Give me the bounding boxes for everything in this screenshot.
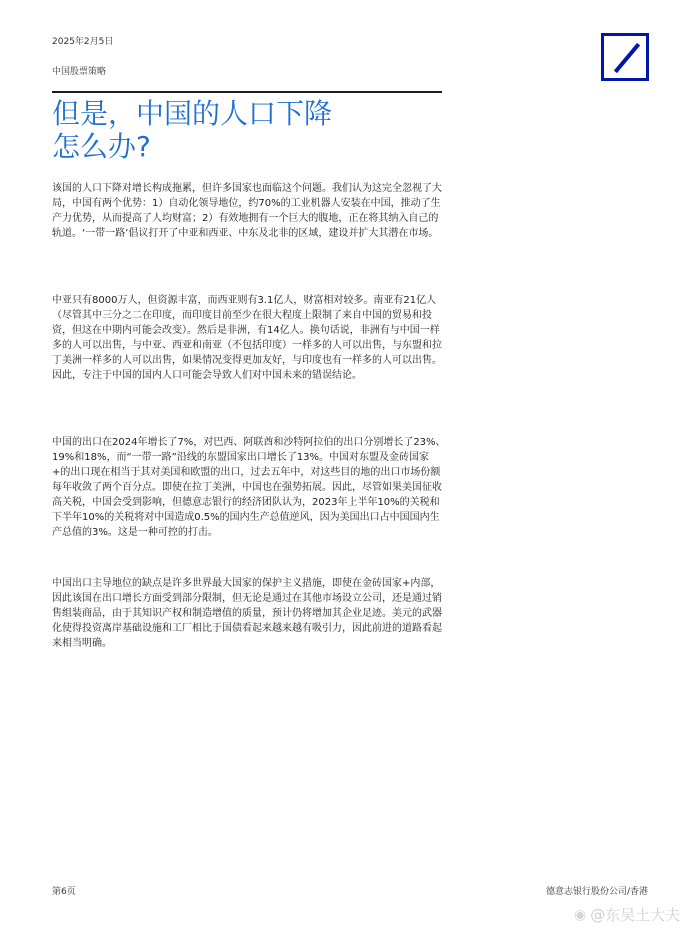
weibo-icon: ◉ bbox=[574, 906, 587, 923]
body-paragraph-4: 中国出口主导地位的缺点是许多世界最大国家的保护主义措施，即使在金砖国家+内部，因此该国在出口增长方面受到部分限制，但无论是通过在其他市场设立公司，还是通过销售组装商品，由于其知识产权和制造增值的质量，预计仍将增加其企业足迹。美元的武器化使得投资离岸基础设施和工厂相比于国债看起来越来越有吸引力，因此前进的道路看起来相当明确。 bbox=[52, 578, 442, 649]
watermark bbox=[574, 904, 680, 925]
watermark-text: @东吴土大夫 bbox=[590, 906, 681, 924]
report-date: 2025年2月5日 bbox=[52, 37, 114, 47]
header-divider bbox=[52, 91, 442, 93]
page-number: 第6页 bbox=[52, 887, 76, 897]
page-title: 但是，中国的人口下降 怎么办? bbox=[52, 97, 333, 163]
body-paragraph-1: 该国的人口下降对增长构成拖累，但许多国家也面临这个问题。我们认为这完全忽视了大局，中国有两个优势：1）自动化领导地位，约70%的工业机器人安装在中国，推动了生产力优势，从而提高了人均财富；2）有效地拥有一个巨大的腹地，正在将其纳入自己的轨道。‘一带一路’倡议打开了中亚和西亚、中东及北非的区域，建设并扩大其潜在市场。 bbox=[52, 183, 442, 239]
deutsche-bank-logo bbox=[601, 33, 649, 81]
logo-slash-icon bbox=[614, 43, 640, 73]
body-paragraph-2: 中亚只有8000万人，但资源丰富，而西亚则有3.1亿人，财富相对较多。南亚有21亿人（尽管其中三分之二在印度，而印度目前至少在很大程度上限制了来自中国的贸易和投资，但这在中期内可能会改变）。然后是非洲，有14亿人。换句话说，非洲有与中国一样多的人可以出售，与中亚、西亚和南亚（不包括印度）一样多的人可以出售，与东盟和拉丁美洲一样多的人可以出售，如果情况变得更加友好，与印度也有一样多的人可以出售。因此，专注于中国的国内人口可能会导致人们对中国未来的错误结论。 bbox=[52, 295, 442, 381]
report-section: 中国股票策略 bbox=[52, 67, 107, 77]
body-paragraph-3: 中国的出口在2024年增长了7%，对巴西、阿联酋和沙特阿拉伯的出口分别增长了23%、19%和18%，而“一带一路”沿线的东盟国家出口增长了13%。中国对东盟及金砖国家+的出口现在相当于其对美国和欧盟的出口，过去五年中，对这些目的地的出口市场份额每年收敛了两个百分点。即使在拉丁美洲，中国也在强势拓展。因此，尽管如果美国征收高关税，中国会受到影响，但德意志银行的经济团队认为，2023年上半年10%的关税和下半年10%的关税将对中国造成0.5%的国内生产总值逆风，因为美国出口占中国国内生产总值的3%。这是一种可控的打击。 bbox=[52, 437, 446, 538]
footer-company: 德意志银行股份公司/香港 bbox=[545, 887, 648, 897]
